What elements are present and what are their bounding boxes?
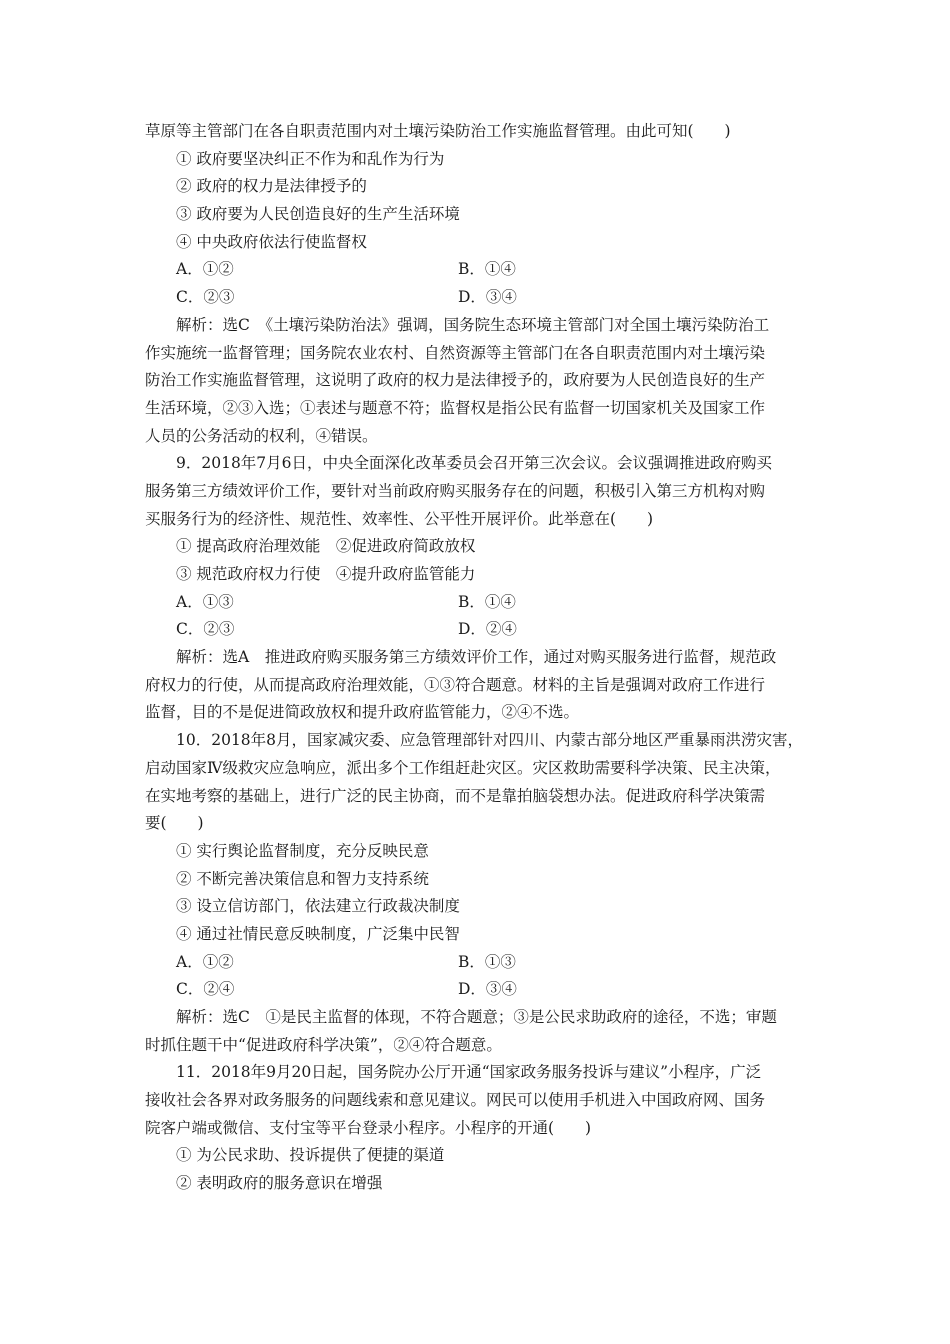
text-line: 解析：选A 推进政府购买服务第三方绩效评价工作，通过对购买服务进行监督，规范政 [176,648,777,667]
option-left: A．①② [176,260,234,279]
option-left: A．①② [176,952,234,971]
text-line: 生活环境，②③入选；①表述与题意不符；监督权是指公民有监督一切国家机关及国家工作 [145,398,766,417]
text-line: 人员的公务活动的权利，④错误。 [145,426,378,445]
answer-options-row [145,949,813,977]
option-left: A．①③ [176,592,234,611]
text-line: ④ 通过社情民意反映制度，广泛集中民智 [176,924,460,943]
option-right: B．①③ [458,952,516,971]
text-line: 作实施统一监督管理；国务院农业农村、自然资源等主管部门在各自职责范围内对土壤污染 [145,343,766,362]
answer-options-row [145,284,813,312]
text-line: 在实地考察的基础上，进行广泛的民主协商，而不是靠拍脑袋想办法。促进政府科学决策需 [145,786,766,805]
text-line: 11．2018年9月20日起，国务院办公厅开通“国家政务服务投诉与建议”小程序，广泛 [176,1063,762,1082]
text-line: 解析：选C ①是民主监督的体现，不符合题意；③是公民求助政府的途径，不选；审题 [176,1008,777,1026]
text-line: 买服务行为的经济性、规范性、效率性、公平性开展评价。此举意在( ) [145,509,654,528]
text-line: ② 不断完善决策信息和智力支持系统 [176,869,429,888]
text-line: 接收社会各界对政务服务的问题线索和意见建议。网民可以使用手机进入中国政府网、国务 [145,1091,766,1110]
text-line: 时抓住题干中“促进政府科学决策”，②④符合题意。 [145,1035,502,1054]
text-line: 服务第三方绩效评价工作，要针对当前政府购买服务存在的问题，积极引入第三方机构对购 [145,481,766,500]
text-line: ② 表明政府的服务意识在增强 [176,1174,383,1193]
text-line: 府权力的行使，从而提高政府治理效能，①③符合题意。材料的主旨是强调对政府工作进行 [145,675,766,694]
text-line: 草原等主管部门在各自职责范围内对土壤污染防治工作实施监督管理。由此可知( ) [145,122,731,140]
text-line: ① 为公民求助、投诉提供了便捷的渠道 [176,1146,445,1165]
text-line: ④ 中央政府依法行使监督权 [176,232,367,251]
text-line: 10．2018年8月，国家减灾委、应急管理部针对四川、内蒙古部分地区严重暴雨洪涝灾害， [176,731,804,750]
text-line: ② 政府的权力是法律授予的 [176,177,367,196]
text-line: ③ 规范政府权力行使 ④提升政府监管能力 [176,565,476,583]
option-left: C．②③ [176,288,235,307]
text-line: 9．2018年7月6日，中央全面深化改革委员会召开第三次会议。会议强调推进政府购买 [176,454,773,473]
text-line: ③ 政府要为人民创造良好的生产生活环境 [176,205,460,224]
answer-options-row [145,616,813,644]
text-line: ① 实行舆论监督制度，充分反映民意 [176,841,429,860]
option-right: B．①④ [458,260,516,279]
document-body [145,118,813,1198]
answer-options-row [145,256,813,284]
text-line: ① 提高政府治理效能 ②促进政府简政放权 [176,537,476,556]
text-line: 防治工作实施监督管理，这说明了政府的权力是法律授予的，政府要为人民创造良好的生产 [145,371,766,390]
text-line: 院客户端或微信、支付宝等平台登录小程序。小程序的开通( ) [145,1118,592,1137]
option-left: C．②③ [176,620,235,639]
option-right: D．②④ [458,620,517,639]
text-line: ① 政府要坚决纠正不作为和乱作为行为 [176,149,445,168]
text-line: 启动国家Ⅳ级救灾应急响应，派出多个工作组赶赴灾区。灾区救助需要科学决策、民主决策， [145,758,781,777]
answer-options-row [145,589,813,617]
answer-options-row [145,976,813,1004]
option-left: C．②④ [176,980,235,999]
option-right: D．③④ [458,288,517,307]
text-line: 监督，目的不是促进简政放权和提升政府监管能力，②④不选。 [145,703,580,722]
option-right: B．①④ [458,592,516,611]
text-line: 解析：选C 《土壤污染防治法》强调，国务院生态环境主管部门对全国土壤污染防治工 [176,315,770,334]
option-right: D．③④ [458,980,517,999]
text-line: 要( ) [145,814,204,833]
text-line: ③ 设立信访部门，依法建立行政裁决制度 [176,897,460,916]
